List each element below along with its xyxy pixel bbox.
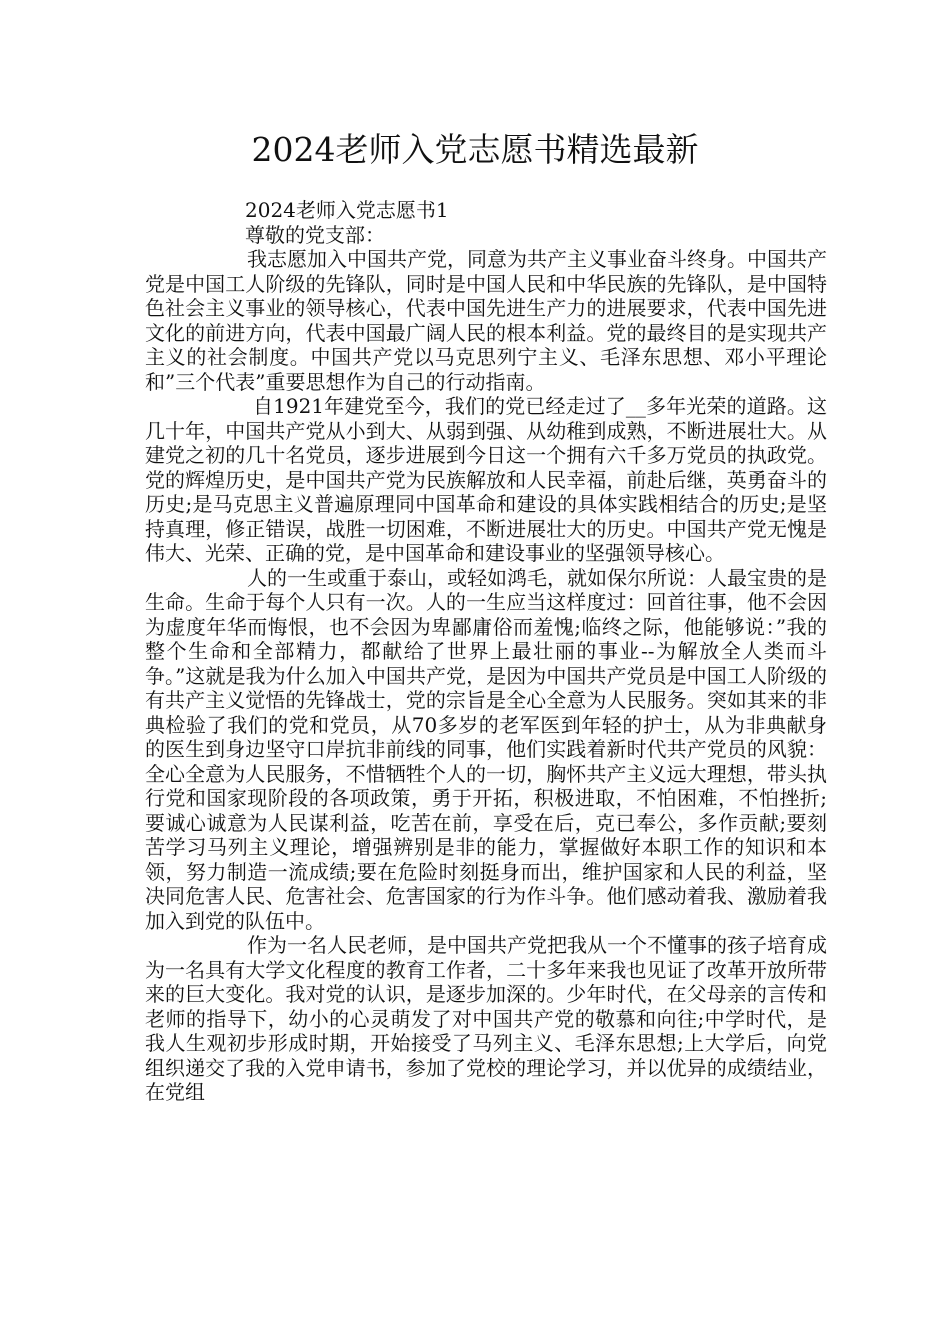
- document-title: 2024老师入党志愿书精选最新: [251, 130, 699, 169]
- paragraph-1: 我志愿加入中国共产党，同意为共产主义事业奋斗终身。中国共产党是中国工人阶级的先锋队，同时是中国人民和中华民族的先锋队，是中国特色社会主义事业的领导核心，代表中国先进生产力的进展要求，代表中国先进文化的前进方向，代表中国最广阔人民的根本利益。党的最终目的是实现共产主义的社会制度。中国共产党以马克思列宁主义、毛泽东思想、邓小平理论和”三个代表”重要思想作为自己的行动指南。: [145, 247, 827, 394]
- paragraph-3: 人的一生或重于泰山，或轻如鸿毛，就如保尔所说：人最宝贵的是生命。生命于每个人只有一次。人的一生应当这样度过：回首往事，他不会因为虚度年华而悔恨，也不会因为卑鄙庸俗而羞愧;临终之际，他能够说：”我的整个生命和全部精力，都献给了世界上最壮丽的事业--为解放全人类而斗争。”这就是我为什么加入中国共产党，是因为中国共产党员是中国工人阶级的有共产主义觉悟的先锋战士，党的宗旨是全心全意为人民服务。突如其来的非典检验了我们的党和党员，从70多岁的老军医到年轻的护士，从为非典献身的医生到身边坚守口岸抗非前线的同事，他们实践着新时代共产党员的风貌：全心全意为人民服务，不惜牺牲个人的一切，胸怀共产主义远大理想，带头执行党和国家现阶段的各项政策，勇于开拓，积极进取，不怕困难，不怕挫折;要诚心诚意为人民谋利益，吃苦在前，享受在后，克已奉公，多作贡献;要刻苦学习马列主义理论，增强辨别是非的能力，掌握做好本职工作的知识和本领，努力制造一流成绩;要在危险时刻挺身而出，维护国家和人民的利益，坚决同危害人民、危害社会、危害国家的行为作斗争。他们感动着我、激励着我加入到党的队伍中。: [145, 565, 827, 933]
- document-subheading: 2024老师入党志愿书1: [245, 198, 449, 222]
- paragraph-4: 作为一名人民老师，是中国共产党把我从一个不懂事的孩子培育成为一名具有大学文化程度的教育工作者，二十多年来我也见证了改革开放所带来的巨大变化。我对党的认识，是逐步加深的。少年时代，在父母亲的言传和老师的指导下，幼小的心灵萌发了对中国共产党的敬慕和向往;中学时代，是我人生观初步形成时期，开始接受了马列主义、毛泽东思想;上大学后，向党组织递交了我的入党申请书，参加了党校的理论学习，并以优异的成绩结业，在党组: [145, 933, 827, 1104]
- salutation: 尊敬的党支部：: [245, 222, 385, 247]
- paragraph-2: 自1921年建党至今，我们的党已经走过了__多年光荣的道路。这几十年，中国共产党从小到大、从弱到强、从幼稚到成熟，不断进展壮大。从建党之初的几十名党员，逐步进展到今日这一个拥有六千多万党员的执政党。党的辉煌历史，是中国共产党为民族解放和人民幸福，前赴后继，英勇奋斗的历史;是马克思主义普遍原理同中国革命和建设的具体实践相结合的历史;是坚持真理，修正错误，战胜一切困难，不断进展壮大的历史。中国共产党无愧是伟大、光荣、正确的党，是中国革命和建设事业的坚强领导核心。: [145, 394, 827, 565]
- document-body: [145, 198, 827, 1105]
